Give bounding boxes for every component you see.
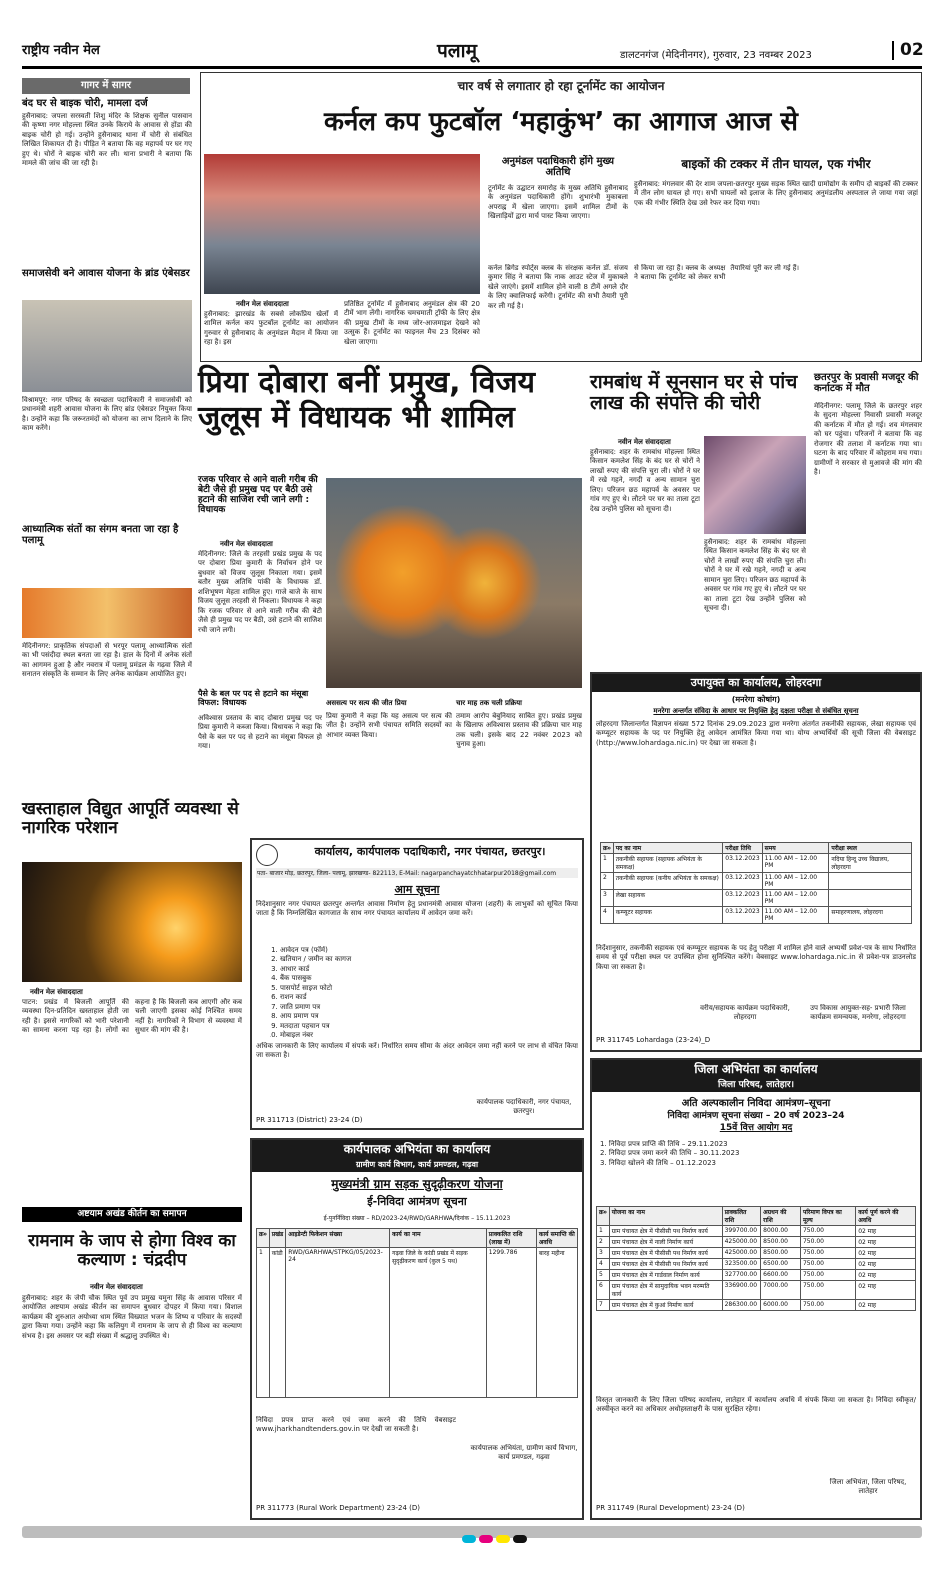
garhwa-pr: PR 311773 (Rural Work Department) 23-24 (D): [256, 1504, 420, 1512]
registration-swatch: [462, 1535, 476, 1543]
priya-deck: रजक परिवार से आने वाली गरीब की बेटी जैसे ही प्रमुख पद पर बैठी उसे हटाने की साजिश रची जाने लगी : विधायक: [198, 475, 318, 515]
table-row: [597, 1237, 916, 1248]
table-cell: 03.12.2023: [723, 907, 762, 924]
table-cell: ग्राम पंचायत क्षेत्र में पीसीसी पथ निर्माण कार्य: [609, 1259, 722, 1270]
lohardaga-table: [600, 842, 912, 924]
ramnam-body: हुसैनाबाद: शहर के जेपी चौक स्थित पूर्व उप प्रमुख यमुना सिंह के आवास परिसर में आयोजित अष्टयाम अखंड कीर्तन का समापन बुधवार दोपहर में किया गया। विशाल कार्यक्रम की शुरुआत अयोध्या धाम स्थित विख्यात भजन के शिष्य व परिवार के सदस्यों द्वारा किया गया। उन्होंने कहा कि कलियुग में रामनाम के जाप से ही विश्व का कल्याण संभव है। इस अवसर पर बड़ी संख्या में श्रद्धालु उपस्थित थे।: [22, 1294, 242, 1340]
table-row: [597, 1281, 916, 1300]
ramb-photo: [704, 436, 806, 534]
table-cell: 425000.00: [722, 1248, 761, 1259]
table-cell: 11.00 AM – 12.00 PM: [762, 907, 829, 924]
table-cell: नदिया हिन्दू उच्च विद्यालय, लोहरदगा: [829, 854, 912, 873]
page-number: 02: [892, 41, 924, 60]
registration-swatch: [479, 1535, 493, 1543]
table-cell: 03.12.2023: [723, 873, 762, 890]
table-cell: 6600.00: [761, 1270, 801, 1281]
header-cell: क्र०: [597, 1207, 610, 1226]
header-cell: आइडेन्टी फिकेशन संख्या: [286, 1229, 390, 1248]
chhatarpur-body: मेदिनीनगर: पलामू जिले के छतरपुर शहर के सुदना मोहल्ला निवासी प्रवासी मजदूर की कर्नाटक में मौत हो गई। शव मंगलवार को घर पहुंचा। परिजनों ने बताया कि वह रोजगार की तलाश में कर्नाटक गया था। घटना के बाद परिवार में कोहराम मच गया। ग्रामीणों ने सरकार से मुआवजे की मांग की है।: [814, 402, 922, 477]
chhatarpur-notice-sign: कार्यपालक पदाधिकारी, नगर पंचायत, छतरपुर।: [476, 1098, 572, 1116]
lead-kicker: चार वर्ष से लगातार हो रहा टूर्नामेंट का आयोजन: [457, 79, 665, 93]
table-row: [601, 854, 912, 873]
header-cell: कार्य पूर्ण करने की अवधि: [856, 1207, 916, 1226]
table-cell: 286300.00: [722, 1300, 761, 1311]
header-cell: योजना का नाम: [609, 1207, 722, 1226]
lead-byline: नवीन मेल संवाददाता: [236, 300, 289, 308]
table-cell: बारह महीना: [536, 1248, 577, 1398]
latehar-pr: PR 311749 (Rural Development) 23-24 (D): [596, 1504, 745, 1512]
table-cell: 02 माह: [856, 1270, 916, 1281]
table-cell: 8500.00: [761, 1237, 801, 1248]
lohardaga-sign-right: उप विकास आयुक्त-सह- प्रभारी जिला कार्यक्रम समन्वयक, मनरेगा, लोहरदगा: [810, 1004, 906, 1022]
table-cell: 02 माह: [856, 1248, 916, 1259]
table-row: [597, 1226, 916, 1237]
dateline: डालटनगंज (मेदिनीनगर), गुरुवार, 23 नवम्बर 2023: [620, 50, 812, 61]
table-cell: 5: [597, 1270, 610, 1281]
list-item: 10. मोबाइल नंबर: [280, 1031, 570, 1038]
santon-body: मेदिनीनगर: प्राकृतिक संपदाओं से भरपूर पलामू आध्यात्मिक संतों का भी पसंदीदा स्थल बनता जा रहा है। हाल के दिनों में अनेक संतों का आगमन हुआ है और नवरात्र में पलामू प्रमंडल के गढ़वा जिले में सनातन संस्कृति के सम्मान के लिए अनेक कार्यक्रम आयोजित हुए।: [22, 642, 192, 679]
garhwa-sign: कार्यपालक अभियंता, ग्रामीण कार्य विभाग, कार्य प्रमण्डल, गढ़वा: [470, 1444, 578, 1462]
masthead-logo: राष्ट्रीय नवीन मेल: [22, 43, 100, 58]
latehar-date-line: 2. निविदा प्रपत्र जमा करने की तिथि – 30.11.2023: [600, 1149, 740, 1158]
priya-byline: नवीन मेल संवाददाता: [220, 540, 273, 548]
table-row: [597, 1270, 916, 1281]
table-cell: 11.00 AM – 12.00 PM: [762, 890, 829, 907]
chhatarpur-notice-list: [270, 946, 570, 1038]
table-cell: लेखा सहायक: [613, 890, 723, 907]
garhwa-notice-label: ई-निविदा आमंत्रण सूचना: [367, 1195, 467, 1208]
table-cell: 750.00: [800, 1226, 855, 1237]
table-cell: 02 माह: [856, 1259, 916, 1270]
table-cell: 8500.00: [761, 1248, 801, 1259]
table-cell: ग्राम पंचायत क्षेत्र में पीसीसी पथ निर्माण कार्य: [609, 1248, 722, 1259]
table-row: [601, 873, 912, 890]
lohardaga-heading: मनरेगा अन्तर्गत संविदा के आधार पर नियुक्ति हेतु दक्षता परीक्षा से संबंधित सूचना: [653, 707, 859, 715]
table-cell: 8000.00: [761, 1226, 801, 1237]
ramnam-headline: रामनाम के जाप से होगा विश्व का कल्याण : चंद्रदीप: [28, 1231, 236, 1270]
table-row: [597, 1248, 916, 1259]
list-item: 9. मतदाता पहचान पत्र: [280, 1022, 570, 1031]
table-cell: 03.12.2023: [723, 890, 762, 907]
table-cell: ग्राम पंचायत क्षेत्र में सामुदायिक भवन मरम्मति कार्य: [609, 1281, 722, 1300]
table-cell: [829, 873, 912, 890]
section-strip: गागर में सागर: [22, 78, 190, 94]
table-row: [601, 890, 912, 907]
table-cell: 1299.786: [486, 1248, 536, 1398]
list-item: 8. आय प्रमाण पत्र: [280, 1012, 570, 1021]
table-cell: 399700.00: [722, 1226, 761, 1237]
header-cell: प्राक्कलित राशि (लाख में): [486, 1229, 536, 1248]
latehar-notice-2: निविदा आमंत्रण सूचना संख्या – 20 वर्ष 2023–24: [667, 1111, 845, 1121]
list-item: 4. बैंक पासबुक: [280, 974, 570, 983]
chhatarpur-headline: छतरपुर के प्रवासी मजदूर की कर्नाटक में मौत: [814, 372, 919, 394]
color-swatches: [462, 1528, 530, 1547]
table-cell: कम्प्यूटर सहायक: [613, 907, 723, 924]
lead-bottom-body: कर्नल ब्रिगेड स्पोर्ट्स क्लब के संरक्षक कर्नल डॉ. संजय कुमार सिंह ने बताया कि नाक आउट स्टेज में मुकाबले खेले जाएंगे। इसमें शामिल होने वाली 8 टीमें अगले दौर के लिए क्वालिफाई करेंगी। टूर्नामेंट की सभी तैयारी पूरी कर ली गई है।: [488, 264, 628, 310]
table-cell: 425000.00: [722, 1237, 761, 1248]
chhatarpur-notice-footer: अधिक जानकारी के लिए कार्यालय में संपर्क करें। निर्धारित समय सीमा के अंदर आवेदन जमा नहीं करने पर लाभ से वंचित किया जा सकता है।: [256, 1042, 578, 1060]
table-cell: RWD/GARHWA/STPKG/05/2023-24: [286, 1248, 390, 1398]
lead-photo: [204, 154, 480, 294]
lohardaga-title: उपायुक्त का कार्यालय, लोहरदगा: [592, 674, 920, 692]
chhatarpur-notice-title: कार्यालय, कार्यपालक पदाधिकारी, नगर पंचायत, छतरपुर।: [314, 845, 546, 858]
chhatarpur-notice-body: निदेशानुसार नगर पंचायत छतरपुर अन्तर्गत आवास निर्माण हेतु प्रधानमंत्री आवास योजना (शहरी) के लाभुकों को सूचित किया जाता है कि निम्नलिखित कागजात के साथ नगर पंचायत कार्यालय में आवेदन जमा करें।: [256, 900, 578, 918]
priya-headline: प्रिया दोबारा बनीं प्रमुख, विजय जुलूस में विधायक भी शामिल: [198, 365, 536, 435]
registration-bar: [22, 1526, 922, 1538]
lead-sub-body: टूर्नामेंट के उद्घाटन समारोह के मुख्य अतिथि हुसैनाबाद के अनुमंडल पदाधिकारी होंगे। शुभारंभी मुकाबला अपराह्न में खेला जाएगा। इसमें शामिल टीमों के खिलाड़ियों द्वारा मार्च पास्ट किया जाएगा।: [488, 184, 628, 221]
garhwa-subtitle: ग्रामीण कार्य विभाग, कार्य प्रमण्डल, गढ़वा: [252, 1158, 582, 1172]
latehar-table: [596, 1206, 916, 1311]
table-cell: तकनीकी सहायक (सहायक अभियंता के समकक्ष): [613, 854, 723, 873]
table-cell: 750.00: [800, 1281, 855, 1300]
ramnam-kicker: अष्टयाम अखंड कीर्तन का समापन: [22, 1207, 242, 1222]
samajsevi-headline: समाजसेवी बने आवास योजना के ब्रांड एंबेसडर: [22, 268, 190, 279]
priya-sub-2: अससत्य पर सत्य की जीत प्रिया: [326, 699, 407, 707]
ramnam-byline: नवीन मेल संवाददाता: [90, 1283, 143, 1291]
crash-body-2: से किया जा रहा है। क्लब के अध्यक्ष ने बताया कि टूर्नामेंट को लेकर सभी तैयारियां पूरी कर ली गई हैं।: [634, 264, 800, 282]
priya-body: मेदिनीनगर: जिले के तरहसी प्रखंड प्रमुख के पद पर दोबारा प्रिया कुमारी के निर्वाचन होने पर बुधवार को विजय जुलूस निकाला गया। इसमें बतौर मुख्य अतिथि पांकी के विधायक डॉ. शशिभूषण मेहता शामिल हुए। गाजे बाजे के साथ विजय जुलूस तरहसी से निकला। विधायक ने कहा कि रजक परिवार से आने वाली गरीब की बेटी जैसे ही प्रमुख पद पर बैठी, उसे हटाने की साजिश रची जाने लगी।: [198, 550, 322, 634]
chhatarpur-notice-address: पता- बाजार मोड़, छतरपुर, जिला- पलामू, झारखण्ड- 822113, E-Mail: nagarpanchayatchhatarpur2018@gmail.com: [256, 868, 578, 878]
table-cell: समाहरणालय, लोहरदगा: [829, 907, 912, 924]
garhwa-heading: मुख्यमंत्री ग्राम सड़क सुदृढ़ीकरण योजना: [331, 1177, 503, 1191]
latehar-table-header: [597, 1207, 916, 1226]
table-cell: 02 माह: [856, 1237, 916, 1248]
table-cell: 02 माह: [856, 1281, 916, 1300]
table-cell: तकनीकी सहायक (कनीय अभियंता के समकक्ष): [613, 873, 723, 890]
priya-sub: पैसे के बल पर पद से हटाने का मंसूबा विफल: विधायक: [198, 689, 309, 707]
list-item: 7. जाति प्रमाण पत्र: [280, 1003, 570, 1012]
vidyut-photo: [22, 862, 242, 982]
header-cell: कार्य का नाम: [390, 1229, 487, 1248]
table-cell: 6500.00: [761, 1259, 801, 1270]
header-cell: कार्य समाप्ति की अवधि: [536, 1229, 577, 1248]
vidyut-byline: नवीन मेल संवाददाता: [30, 988, 83, 996]
garhwa-table: [256, 1228, 578, 1398]
table-cell: 02 माह: [856, 1226, 916, 1237]
lohardaga-subtitle: (मनरेगा कोषांग): [731, 695, 781, 704]
garhwa-title: कार्यपालक अभियंता का कार्यालय: [252, 1140, 582, 1158]
table-row: [257, 1248, 578, 1398]
table-cell: 750.00: [800, 1259, 855, 1270]
table-cell: 2: [601, 873, 614, 890]
table-cell: 2: [597, 1237, 610, 1248]
lohardaga-body: लोहरदगा जिलान्तर्गत विज्ञापन संख्या 572 दिनांक 29.09.2023 द्वारा मनरेगा अंतर्गत तकनीकी सहायक, लेखा सहायक एवं कम्प्यूटर सहायक के पद पर नियुक्ति हेतु आवेदन आमंत्रित किया गया था। योग्य अभ्यर्थियों की सूची जिला की वेबसाइट (http://www.lohardaga.nic.in) पर देखा जा सकता है।: [596, 720, 916, 747]
list-item: 2. खतियान / जमीन का कागज: [280, 955, 570, 964]
latehar-footer: विस्तृत जानकारी के लिए जिला परिषद कार्यालय, लातेहार में कार्यालय अवधि में संपर्क किया जा सकता है। निविदा स्वीकृत/अस्वीकृत करने का अधिकार अधोहस्ताक्षरी के पास सुरक्षित रहेगा।: [596, 1396, 916, 1414]
table-cell: 4: [597, 1259, 610, 1270]
header-cell: क्र०: [601, 843, 614, 854]
lead-headline: कर्नल कप फुटबॉल ‘महाकुंभ’ का आगाज आज से: [324, 107, 798, 137]
list-item: 3. आधार कार्ड: [280, 965, 570, 974]
registration-swatch: [496, 1535, 510, 1543]
priya-body-4: तमाम आरोप बेबुनियाद साबित हुए। प्रखंड प्रमुख के खिलाफ अविश्वास प्रस्ताव की प्रक्रिया चार माह तक चली। इसके बाद 22 नवंबर 2023 को चुनाव हुआ।: [456, 712, 582, 749]
ramb-headline: रामबांध में सूनसान घर से पांच लाख की संपत्ति की चोरी: [590, 371, 798, 414]
header-cell: क्र०: [257, 1229, 270, 1248]
lohardaga-sign-left: वरीय/सहायक कार्यक्रम पदाधिकारी, लोहरदगा: [700, 1004, 790, 1022]
table-cell: 1: [601, 854, 614, 873]
vidyut-headline: खस्ताहाल विद्युत आपूर्ति व्यवस्था से नागरिक परेशान: [22, 799, 239, 838]
latehar-notice-label: अति अल्पकालीन निविदा आमंत्रण–सूचना: [681, 1098, 831, 1109]
lead-body-1: हुसैनाबाद: झारखंड के सबसे लोकप्रिय खेलों में शामिल कर्नल कप फुटबॉल टूर्नामेंट का आयोजन गुरुवार से हुसैनाबाद के अनुमंडल मैदान में किया जा रहा है। इस: [204, 310, 338, 347]
table-cell: 3: [601, 890, 614, 907]
table-cell: 6: [597, 1281, 610, 1300]
ramb-body: हुसैनाबाद: शहर के रामबांध मोहल्ला स्थित किसान कमलेश सिंह के बंद घर से चोरों ने लाखों रुपए की संपत्ति चुरा ली। चोरों ने घर में रखे गहने, नगदी व अन्य सामान चुरा लिए। परिजन छठ महापर्व के अवसर पर गांव गए हुए थे। लौटने पर घर का ताला टूटा देख उन्होंने पुलिस को सूचना दी।: [590, 448, 700, 513]
table-cell: 1: [257, 1248, 270, 1398]
table-cell: 336900.00: [722, 1281, 761, 1300]
table-cell: 1: [597, 1226, 610, 1237]
header-cell: परीक्षा तिथि: [723, 843, 762, 854]
samajsevi-body: विश्रामपुर: नगर परिषद के स्वच्छता पदाधिकारी ने समाजसेवी को प्रधानमंत्री शहरी आवास योजना के लिए ब्रांड एंबेसडर नियुक्त किया है। उन्होंने कहा कि जरूरतमंदों को योजना का लाभ दिलाने के लिए काम करेंगे।: [22, 396, 192, 433]
priya-sub-3: चार माह तक चली प्रक्रिया: [456, 699, 522, 707]
samajsevi-photo: [22, 300, 192, 392]
vidyut-body: पाटन: प्रखंड में बिजली आपूर्ति की व्यवस्था दिन-प्रतिदिन खस्ताहाल होती जा रही है। इससे नागरिकों को भारी परेशानी का सामना करना पड़ रहा है। लोगों का कहना है कि बिजली कब आएगी और कब चली जाएगी इसका कोई निश्चित समय नहीं है। नागरिकों ने विभाग से व्यवस्था में सुधार की मांग की है।: [22, 998, 242, 1035]
latehar-sign: जिला अभियंता, जिला परिषद, लातेहार: [829, 1478, 907, 1496]
table-cell: ग्राम पंचायत क्षेत्र में गार्डवाल निर्माण कार्य: [609, 1270, 722, 1281]
lead-sub-headline: अनुमंडल पदाधिकारी होंगे मुख्य अतिथि: [501, 156, 615, 178]
garhwa-footer: निविदा प्रपत्र प्राप्त करने एवं जमा करने की तिथि वेबसाइट www.jharkhandtenders.gov.in पर देखी जा सकती है।: [256, 1416, 456, 1434]
list-item: 6. राशन कार्ड: [280, 993, 570, 1002]
header-cell: परीक्षा स्थल: [829, 843, 912, 854]
header-cell: पद का नाम: [613, 843, 723, 854]
latehar-subtitle: जिला परिषद, लातेहार।: [592, 1078, 920, 1092]
table-cell: ग्राम पंचायत क्षेत्र में कुआं निर्माण कार्य: [609, 1300, 722, 1311]
table-cell: 03.12.2023: [723, 854, 762, 873]
chhatarpur-notice-pr: PR 311713 (District) 23-24 (D): [256, 1116, 363, 1124]
table-cell: 750.00: [800, 1248, 855, 1259]
table-row: [597, 1259, 916, 1270]
chhatarpur-notice-heading: आम सूचना: [394, 883, 440, 896]
ramb-byline: नवीन मेल संवाददाता: [618, 438, 671, 446]
lohardaga-pr: PR 311745 Lohardaga (23-24)_D: [596, 1036, 711, 1044]
table-cell: 327700.00: [722, 1270, 761, 1281]
table-cell: 4: [601, 907, 614, 924]
latehar-dates: [600, 1140, 912, 1200]
table-cell: 750.00: [800, 1270, 855, 1281]
table-cell: 02 माह: [856, 1300, 916, 1311]
header-cell: परिमाण विपत्र का मूल्य: [800, 1207, 855, 1226]
priya-photo: [326, 478, 582, 688]
table-cell: कांडी: [269, 1248, 286, 1398]
header-cell: अग्रधन की राशि: [761, 1207, 801, 1226]
table-cell: 750.00: [800, 1237, 855, 1248]
table-cell: 750.00: [800, 1300, 855, 1311]
crash-body: हुसैनाबाद: मंगलवार की देर शाम जपला-छतरपुर मुख्य सड़क स्थित खादी ग्रामोद्योग के समीप दो बाइकों की टक्कर में तीन लोग घायल हो गए। सभी घायलों को इलाज के लिए हुसैनाबाद अनुमंडलीय अस्पताल ले जाया गया जहां एक की गंभीर स्थिति देख उसे रेफर कर दिया गया।: [634, 180, 918, 207]
bike-headline: बंद घर से बाइक चोरी, मामला दर्ज: [22, 98, 148, 109]
table-cell: 7: [597, 1300, 610, 1311]
section-title: पलामू: [437, 40, 477, 62]
masthead: [22, 38, 922, 64]
table-cell: 11.00 AM – 12.00 PM: [762, 854, 829, 873]
header-cell: प्रखंड: [269, 1229, 286, 1248]
table-cell: 323500.00: [722, 1259, 761, 1270]
table-cell: गढ़वा जिले के कांडी प्रखंड में सड़क सुदृढ़ीकरण कार्य (कुल 5 पथ): [390, 1248, 487, 1398]
ramb-body-2: हुसैनाबाद: शहर के रामबांध मोहल्ला स्थित किसान कमलेश सिंह के बंद घर से चोरों ने लाखों रुपए की संपत्ति चुरा ली। चोरों ने घर में रखे गहने, नगदी व अन्य सामान चुरा लिए। परिजन छठ महापर्व के अवसर पर गांव गए हुए थे। लौटने पर घर का ताला टूटा देख उन्होंने पुलिस को सूचना दी।: [704, 538, 806, 613]
latehar-date-line: 3. निविदा खोलने की तिथि – 01.12.2023: [600, 1158, 716, 1167]
crash-headline: बाइकों की टक्कर में तीन घायल, एक गंभीर: [681, 157, 871, 171]
header-cell: समय: [762, 843, 829, 854]
santon-photo: [22, 588, 192, 638]
table-cell: ग्राम पंचायत क्षेत्र में नाली निर्माण कार्य: [609, 1237, 722, 1248]
lohardaga-footer: निर्देशानुसार, तकनीकी सहायक एवं कम्प्यूटर सहायक के पद हेतु परीक्षा में शामिल होने वाले अभ्यर्थी प्रवेश-पत्र के साथ निर्धारित समय से पूर्व परीक्षा स्थल पर उपस्थित होना सुनिश्चित करेंगे। वेबसाइट www.lohardaga.nic.in से प्रवेश-पत्र डाउनलोड किया जा सकता है।: [596, 944, 916, 971]
table-cell: 11.00 AM – 12.00 PM: [762, 873, 829, 890]
emblem-icon: [256, 844, 278, 866]
priya-body-3: प्रिया कुमारी ने कहा कि यह असत्य पर सत्य की जीत है। उन्होंने सभी पंचायत समिति सदस्यों का आभार व्यक्त किया।: [326, 712, 452, 739]
table-cell: ग्राम पंचायत क्षेत्र में पीसीसी पथ निर्माण कार्य: [609, 1226, 722, 1237]
latehar-date-line: 1. निविदा प्रपत्र प्राप्ति की तिथि – 29.11.2023: [600, 1140, 728, 1148]
lead-body-2: प्रतिष्ठित टूर्नामेंट में हुसैनाबाद अनुमंडल क्षेत्र की 20 टीमें भाग लेंगी। नागरिक चमचमाती ट्रॉफी के लिए क्षेत्र की प्रमुख टीमों के मध्य जोर-आजमाइश देखने को उत्सुक हैं। टूर्नामेंट का फाइनल मैच 23 दिसंबर को खेला जाएगा।: [344, 300, 480, 346]
priya-body-2: अविश्वास प्रस्ताव के बाद दोबारा प्रमुख पद पर प्रिया कुमारी ने कब्जा किया। विधायक ने कहा कि पैसे के बल पर पद से हटाने का मंसूबा विफल हो गया।: [198, 714, 322, 751]
santon-headline: आध्यात्मिक संतों का संगम बनता जा रहा है पलामू: [22, 524, 179, 546]
garhwa-ref: ई-पुनर्निविदा संख्या – RD/2023-24/RWD/GARHWA/दिनांक – 15.11.2023: [323, 1215, 511, 1222]
list-item: 1. आवेदन पत्र (फॉर्म): [280, 946, 570, 955]
masthead-rule: [22, 66, 922, 69]
table-cell: 6000.00: [761, 1300, 801, 1311]
bike-body: हुसैनाबाद: जपला सरस्वती शिशु मंदिर के शिक्षक सुनील पासवान की कृष्णा नगर मोहल्ला स्थित उनके किराये के आवास से होंडा की बाइक चोरी हो गई। उन्होंने हुसैनाबाद थाना में चोरी से संबंधित लिखित शिकायत दी है। पीड़ित ने बताया कि वह महापर्व पर घर गए हुए थे। चोरों ने बाइक चोरी कर ली। थाना प्रभारी ने बताया कि मामले की जांच की जा रही है।: [22, 112, 192, 168]
table-cell: 3: [597, 1248, 610, 1259]
list-item: 5. पासपोर्ट साइज फोटो: [280, 984, 570, 993]
table-row: [597, 1300, 916, 1311]
registration-swatch: [513, 1535, 527, 1543]
table-row: [601, 907, 912, 924]
garhwa-table-header: [257, 1229, 578, 1248]
header-cell: प्राक्कलित राशि: [722, 1207, 761, 1226]
table-cell: 7000.00: [761, 1281, 801, 1300]
lohardaga-table-header: [601, 843, 912, 854]
latehar-scheme: 15वें वित्त आयोग मद: [719, 1123, 793, 1133]
latehar-title: जिला अभियंता का कार्यालय: [592, 1060, 920, 1078]
table-cell: [829, 890, 912, 907]
